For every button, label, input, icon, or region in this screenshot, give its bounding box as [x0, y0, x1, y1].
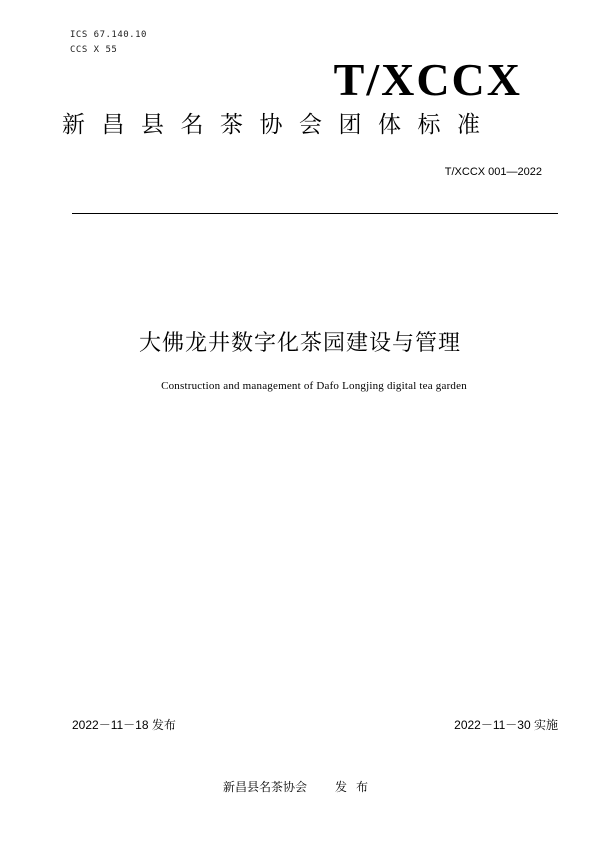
implementation-date: 2022－11－30 实施 — [454, 718, 558, 732]
publisher-line — [0, 778, 600, 795]
standard-number: T/XCCX 001—2022 — [444, 166, 542, 178]
ccs-code: CCS X 55 — [70, 45, 118, 55]
publisher-name: 新昌县名茶协会 — [222, 780, 307, 794]
ics-code: ICS 67.140.10 — [70, 30, 147, 40]
document-title-chinese: 大佛龙井数字化茶园建设与管理 — [138, 331, 461, 356]
publisher-action: 发布 — [335, 780, 378, 794]
publish-date: 2022－11－18 发布 — [72, 718, 176, 732]
standard-logo: T/XCCX — [333, 54, 522, 105]
document-title-english: Construction and management of Dafo Longjing digital tea garden — [161, 380, 467, 392]
header-divider — [72, 213, 558, 214]
organization-standard-heading: 新昌县名茶协会团体标准 — [62, 112, 497, 138]
